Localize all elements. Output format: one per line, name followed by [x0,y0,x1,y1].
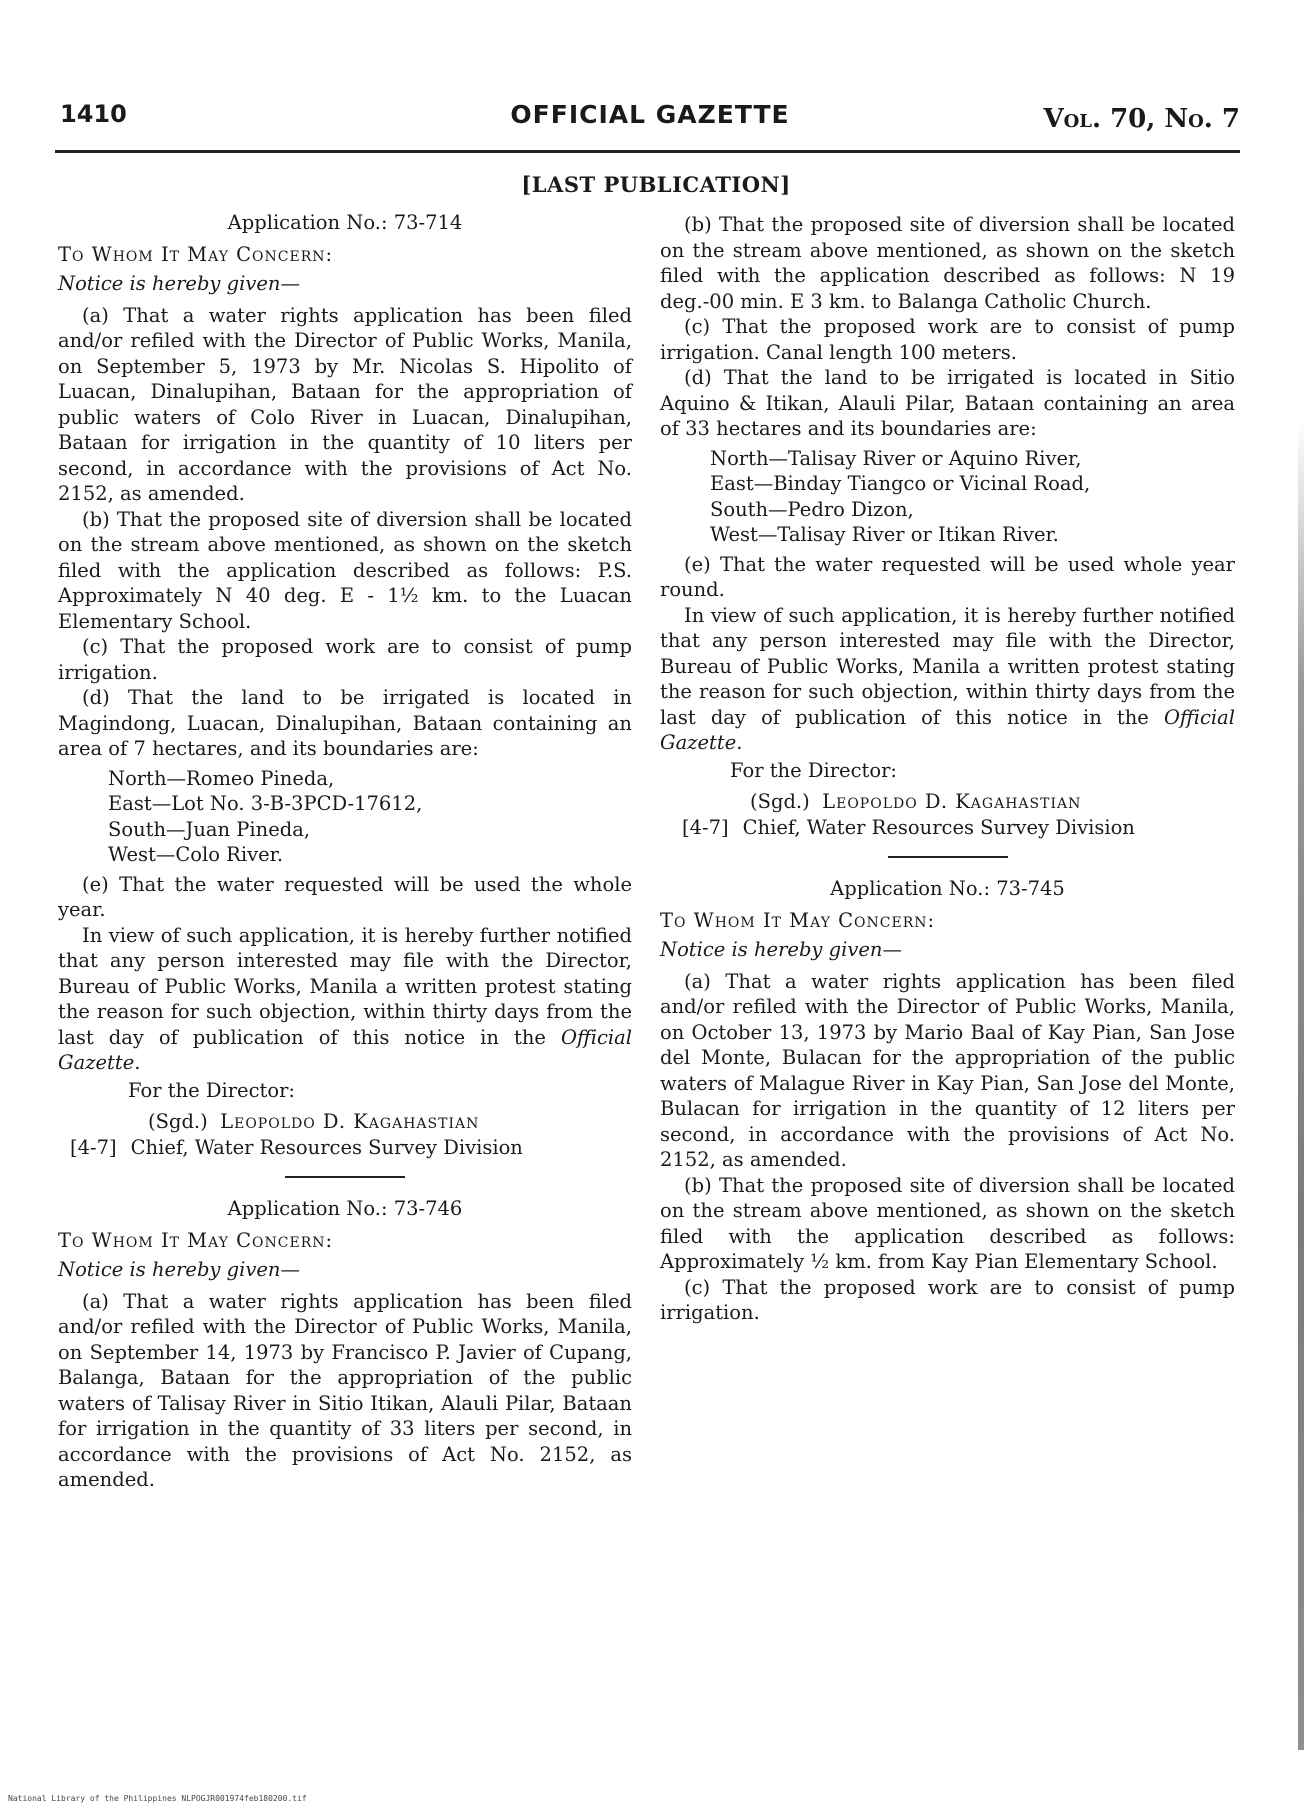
protest-text: In view of such application, it is hereby further notified that any person interested may file with the Director, Bureau of Public Works, Manila a written protest stating the reason for such objection, within thirty days from the last day of publication of this notice in the [58,923,632,1049]
publication-title: OFFICIAL GAZETTE [510,100,790,129]
sgd-mark: (Sgd.) [148,1110,208,1133]
notice-intro: Notice is hereby given— [58,272,300,295]
boundary-west: West—Talisay River or Itikan River. [710,523,1059,546]
signature [660,789,1235,815]
signature [58,1109,632,1135]
paragraph-d: (d) That the land to be irrigated is located in Sitio Aquino & Itikan, Alauli Pilar, Bataan containing an area of 33 hectares and its boundaries are: [660,366,1235,440]
boundaries-list [660,446,1235,548]
boundary-east: East—Binday Tiangco or Vicinal Road, [710,472,1091,495]
paragraph-c: (c) That the proposed work are to consist of pump irrigation. [58,635,632,684]
boundary-east: East—Lot No. 3-B-3PCD-17612, [108,792,423,815]
application-number: Application No.: 73-745 [830,877,1065,900]
paragraph-a: (a) That a water rights application has been filed and/or refiled with the Director of Public Works, Manila, on October 13, 1973 by Mario Baal of Kay Pian, San Jose del Monte, Bulacan for the appropriation of the public waters of Malague River in Kay Pian, San Jose del Monte, Bulacan for irrigation in the quantity of 12 liters per second, in accordance with the provisions of Act No. 2152, as amended. [660,969,1235,1171]
issue-range: [4-7] [682,815,729,839]
right-column [660,212,1235,1326]
boundaries-list [58,766,632,868]
paragraph-a: (a) That a water rights application has been filed and/or refiled with the Director of Public Works, Manila, on September 5, 1973 by Mr. Nicolas S. Hipolito of Luacan, Dinalupihan, Bataan for the appropriation of public waters of Colo River in Luacan, Dinalupihan, Bataan for irrigation in the quantity of 10 liters per second, in accordance with the provisions of Act No. 2152, as amended. [58,303,632,505]
last-publication-heading: [LAST PUBLICATION] [521,172,791,197]
paragraph-e: (e) That the water requested will be used the whole year. [58,872,632,921]
boundary-north: North—Romeo Pineda, [108,766,335,790]
boundary-north: North—Talisay River or Aquino River, [710,446,1082,470]
signer-position-line [58,1135,632,1161]
left-column [58,210,632,1493]
boundary-south: South—Pedro Dizon, [710,497,914,521]
issue-range: [4-7] [70,1135,117,1159]
page-number: 1410 [60,100,127,128]
signer-position: Chief, Water Resources Survey Division [742,815,1135,839]
paragraph-d: (d) That the land to be irrigated is located in Magindong, Luacan, Dinalupihan, Bataan containing an area of 7 hectares, and its boundaries are: [58,686,632,760]
boundary-west: West—Colo River. [108,843,284,866]
paragraph-b: (b) That the proposed site of diversion shall be located on the stream above mentioned, as shown on the sketch filed with the application described as follows: Approximately ½ km. from Kay Pian Elementary School. [660,1173,1235,1273]
scan-footer: National Library of the Philippines NLPOGJR001974feb180200.tif [8,1794,307,1803]
gazette-name: Official Gazette. [58,1025,633,1074]
protest-paragraph [58,923,632,1076]
scan-edge-shadow [1298,420,1304,1750]
signer-position: Chief, Water Resources Survey Division [130,1135,523,1159]
volume-number: Vol. 70, No. 7 [1043,104,1240,134]
signer-name: Leopoldo D. Kagahastian [220,1110,480,1133]
for-director: For the Director: [128,1078,295,1102]
paragraph-c: (c) That the proposed work are to consist of pump irrigation. Canal length 100 meters. [660,315,1235,364]
notice-intro: Notice is hereby given— [660,938,902,961]
for-director: For the Director: [730,758,897,782]
section-divider [888,856,1008,858]
section-divider [285,1176,405,1178]
protest-paragraph [660,603,1235,756]
paragraph-c: (c) That the proposed work are to consist of pump irrigation. [660,1275,1235,1324]
salutation: To Whom It May Concern: [58,1228,334,1252]
salutation: To Whom It May Concern: [58,242,334,266]
sgd-mark: (Sgd.) [750,790,810,813]
paragraph-e: (e) That the water requested will be used whole year round. [660,552,1235,601]
protest-text: In view of such application, it is hereby further notified that any person interested may file with the Director, Bureau of Public Works, Manila a written protest stating the reason for such objection, within thirty days from the last day of publication of this notice in the [660,603,1235,729]
header-rule [55,150,1240,153]
paragraph-b: (b) That the proposed site of diversion shall be located on the stream above mentioned, as shown on the sketch filed with the application described as follows: P.S. Approximately N 40 deg. E - 1½ km. to the Luacan Elementary School. [58,507,632,633]
application-number: Application No.: 73-746 [227,1197,463,1220]
application-number: Application No.: 73-714 [227,211,463,234]
page-header [60,100,1240,146]
salutation: To Whom It May Concern: [660,908,936,932]
gazette-name: Official Gazette. [660,705,1235,754]
paragraph-b: (b) That the proposed site of diversion shall be located on the stream above mentioned, as shown on the sketch filed with the application described as follows: N 19 deg.-00 min. E 3 km. to Balanga Catholic Church. [660,213,1235,313]
paragraph-a: (a) That a water rights application has been filed and/or refiled with the Director of Public Works, Manila, on September 14, 1973 by Francisco P. Javier of Cupang, Balanga, Bataan for the appropriation of the public waters of Talisay River in Sitio Itikan, Alauli Pilar, Bataan for irrigation in the quantity of 33 liters per second, in accordance with the provisions of Act No. 2152, as amended. [58,1289,632,1491]
boundary-south: South—Juan Pineda, [108,817,311,841]
signer-name: Leopoldo D. Kagahastian [822,790,1082,813]
notice-intro: Notice is hereby given— [58,1258,300,1281]
signer-position-line [660,815,1235,841]
